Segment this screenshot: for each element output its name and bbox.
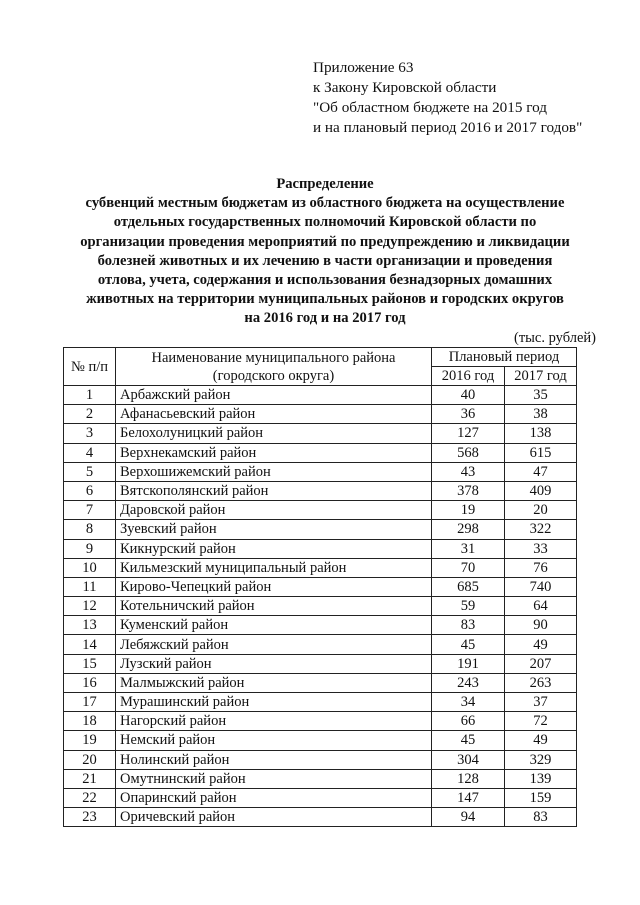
row-number: 8 — [64, 520, 116, 539]
header-2017: 2017 год — [505, 367, 577, 386]
table-row — [64, 462, 577, 481]
title-line: субвенций местным бюджетам из областного бюджета на осуществление — [85, 195, 565, 212]
row-number: 15 — [64, 654, 116, 673]
row-number: 13 — [64, 616, 116, 635]
district-name: Куменский район — [116, 616, 432, 635]
value-2016: 45 — [432, 731, 505, 750]
district-name: Верхнекамский район — [116, 443, 432, 462]
row-number: 23 — [64, 808, 116, 827]
header-2016: 2016 год — [432, 367, 505, 386]
district-name: Кирово-Чепецкий район — [116, 577, 432, 596]
header-period: Плановый период — [432, 348, 577, 367]
units-label: (тыс. рублей) — [514, 330, 596, 346]
table-row — [64, 616, 577, 635]
value-2017: 47 — [505, 462, 577, 481]
district-name: Верхошижемский район — [116, 462, 432, 481]
table-row — [64, 424, 577, 443]
title-line: болезней животных и их лечению в части организации и проведения — [97, 252, 553, 269]
table-row — [64, 808, 577, 827]
row-number: 7 — [64, 501, 116, 520]
value-2017: 615 — [505, 443, 577, 462]
table-row — [64, 731, 577, 750]
value-2016: 66 — [432, 712, 505, 731]
header-name — [116, 348, 432, 386]
value-2016: 19 — [432, 501, 505, 520]
value-2016: 191 — [432, 654, 505, 673]
district-name: Лебяжский район — [116, 635, 432, 654]
row-number: 2 — [64, 405, 116, 424]
value-2016: 59 — [432, 597, 505, 616]
value-2017: 33 — [505, 539, 577, 558]
header-num: № п/п — [64, 348, 116, 386]
row-number: 1 — [64, 386, 116, 405]
district-name: Кильмезский муниципальный район — [116, 558, 432, 577]
district-name: Нагорский район — [116, 712, 432, 731]
value-2017: 139 — [505, 769, 577, 788]
value-2017: 207 — [505, 654, 577, 673]
table-body — [64, 386, 577, 827]
value-2016: 128 — [432, 769, 505, 788]
subsidy-table — [63, 347, 577, 827]
value-2016: 127 — [432, 424, 505, 443]
table-row — [64, 597, 577, 616]
district-name: Нолинский район — [116, 750, 432, 769]
row-number: 4 — [64, 443, 116, 462]
appendix-line: "Об областном бюджете на 2015 год — [313, 99, 547, 116]
appendix-line: Приложение 63 — [313, 59, 414, 76]
value-2017: 138 — [505, 424, 577, 443]
row-number: 17 — [64, 693, 116, 712]
district-name: Афанасьевский район — [116, 405, 432, 424]
value-2017: 49 — [505, 731, 577, 750]
district-name: Опаринский район — [116, 788, 432, 807]
table-row — [64, 788, 577, 807]
value-2016: 40 — [432, 386, 505, 405]
appendix-line: к Закону Кировской области — [313, 79, 497, 96]
value-2016: 243 — [432, 673, 505, 692]
value-2017: 20 — [505, 501, 577, 520]
table-row — [64, 712, 577, 731]
value-2016: 43 — [432, 462, 505, 481]
table-row — [64, 635, 577, 654]
document-title — [60, 175, 590, 329]
district-name: Малмыжский район — [116, 673, 432, 692]
value-2017: 76 — [505, 558, 577, 577]
table-row — [64, 405, 577, 424]
district-name: Зуевский район — [116, 520, 432, 539]
value-2016: 94 — [432, 808, 505, 827]
value-2017: 35 — [505, 386, 577, 405]
district-name: Вятскополянский район — [116, 481, 432, 500]
district-name: Оричевский район — [116, 808, 432, 827]
table-row — [64, 654, 577, 673]
title-line: отдельных государственных полномочий Кировской области по — [113, 214, 537, 231]
row-number: 11 — [64, 577, 116, 596]
table-row — [64, 520, 577, 539]
value-2017: 329 — [505, 750, 577, 769]
row-number: 21 — [64, 769, 116, 788]
row-number: 22 — [64, 788, 116, 807]
row-number: 18 — [64, 712, 116, 731]
value-2017: 90 — [505, 616, 577, 635]
table-row — [64, 577, 577, 596]
district-name: Омутнинский район — [116, 769, 432, 788]
value-2016: 304 — [432, 750, 505, 769]
value-2017: 263 — [505, 673, 577, 692]
value-2017: 740 — [505, 577, 577, 596]
value-2016: 147 — [432, 788, 505, 807]
value-2017: 37 — [505, 693, 577, 712]
header-name-line1: Наименование муниципального района — [151, 349, 396, 366]
appendix-header — [313, 58, 582, 138]
row-number: 6 — [64, 481, 116, 500]
district-name: Кикнурский район — [116, 539, 432, 558]
value-2016: 31 — [432, 539, 505, 558]
row-number: 10 — [64, 558, 116, 577]
value-2017: 72 — [505, 712, 577, 731]
district-name: Немский район — [116, 731, 432, 750]
value-2017: 159 — [505, 788, 577, 807]
value-2016: 685 — [432, 577, 505, 596]
table-row — [64, 693, 577, 712]
row-number: 14 — [64, 635, 116, 654]
row-number: 16 — [64, 673, 116, 692]
row-number: 3 — [64, 424, 116, 443]
table-row — [64, 539, 577, 558]
table-row — [64, 750, 577, 769]
value-2016: 298 — [432, 520, 505, 539]
district-name: Мурашинский район — [116, 693, 432, 712]
header-name-line2: (городского округа) — [212, 367, 335, 384]
row-number: 19 — [64, 731, 116, 750]
district-name: Арбажский район — [116, 386, 432, 405]
table-row — [64, 481, 577, 500]
table-row — [64, 443, 577, 462]
value-2017: 83 — [505, 808, 577, 827]
value-2017: 322 — [505, 520, 577, 539]
value-2016: 568 — [432, 443, 505, 462]
value-2016: 70 — [432, 558, 505, 577]
district-name: Котельничский район — [116, 597, 432, 616]
row-number: 20 — [64, 750, 116, 769]
value-2017: 49 — [505, 635, 577, 654]
row-number: 5 — [64, 462, 116, 481]
district-name: Белохолуницкий район — [116, 424, 432, 443]
value-2016: 34 — [432, 693, 505, 712]
title-line: животных на территории муниципальных районов и городских округов — [86, 291, 564, 308]
value-2016: 83 — [432, 616, 505, 635]
table-row — [64, 386, 577, 405]
value-2016: 45 — [432, 635, 505, 654]
value-2017: 38 — [505, 405, 577, 424]
title-line: Распределение — [276, 176, 374, 192]
value-2017: 64 — [505, 597, 577, 616]
title-line: отлова, учета, содержания и использования безнадзорных домашних — [97, 272, 553, 289]
table-row — [64, 769, 577, 788]
district-name: Лузский район — [116, 654, 432, 673]
value-2017: 409 — [505, 481, 577, 500]
district-name: Даровской район — [116, 501, 432, 520]
row-number: 9 — [64, 539, 116, 558]
value-2016: 378 — [432, 481, 505, 500]
title-line: на 2016 год и на 2017 год — [244, 310, 406, 327]
title-line: организации проведения мероприятий по предупреждению и ликвидации — [80, 233, 570, 250]
row-number: 12 — [64, 597, 116, 616]
table-row — [64, 558, 577, 577]
appendix-line: и на плановый период 2016 и 2017 годов" — [313, 119, 583, 136]
value-2016: 36 — [432, 405, 505, 424]
table-row — [64, 501, 577, 520]
table-row — [64, 673, 577, 692]
